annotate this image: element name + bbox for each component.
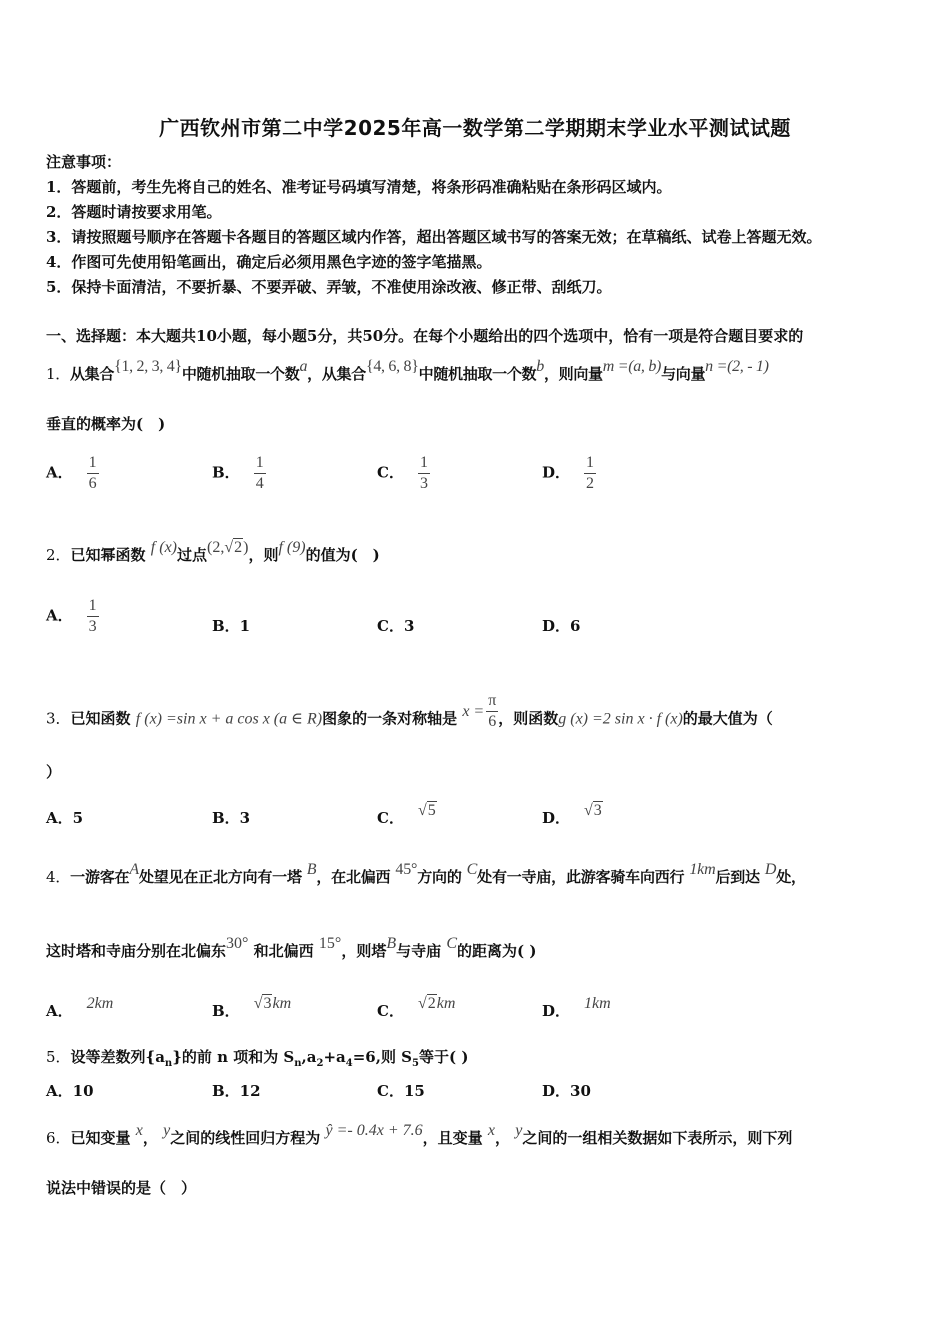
q2-option-a: A． $\frac{1}{3}$ <box>46 597 97 635</box>
page-title: 广西钦州市第二中学2025年高一数学第二学期期末学业水平测试试题 <box>159 116 791 140</box>
q5-option-a: A．10 <box>46 1082 94 1100</box>
q4-option-a: A． 2km <box>46 995 114 1020</box>
q2-option-c: C．3 <box>377 617 415 635</box>
q1-option-a: A． $\frac{1}{6}$ <box>46 454 97 492</box>
notice-item-4: 4．作图可先使用铅笔画出，确定后必须用黑色字迹的签字笔描黑。 <box>46 253 492 271</box>
q4-option-d: D． 1km <box>542 995 611 1020</box>
question-3-cont: ） <box>46 763 62 781</box>
question-1-cont: 垂直的概率为( ) <box>46 415 166 433</box>
notice-item-2: 2．答题时请按要求用笔。 <box>46 203 222 221</box>
question-6-cont: 说法中错误的是（ ） <box>46 1179 197 1197</box>
question-2: 2．已知幂函数 f (x)过点(2,√2)，则f (9)的值为( ) <box>46 539 380 564</box>
q1-option-d: D． $\frac{1}{2}$ <box>542 454 595 492</box>
question-4: 4．一游客在A处望见在正北方向有一塔 B，在北偏西 45°方向的 C处有一寺庙，此游客骑车向西行 1km后到达 D处， <box>46 861 806 886</box>
q1-option-b: B． $\frac{1}{4}$ <box>212 454 264 492</box>
question-3: 3．已知函数 f (x) =sin x + a cos x (a ∈ R)图象的一条对称轴是 x = $\frac{\pi}{6}$ ，则函数g (x) =2 sin x · f (x)的最大值为（ <box>46 692 773 730</box>
section-heading: 一、选择题：本大题共10小题，每小题5分，共50分。在每个小题给出的四个选项中，恰有一项是符合题目要求的 <box>46 327 804 345</box>
notice-item-1: 1．答题前，考生先将自己的姓名、准考证号码填写清楚，将条形码准确粘贴在条形码区域内。 <box>46 178 672 196</box>
notice-item-3: 3．请按照题号顺序在答题卡各题目的答题区域内作答，超出答题区域书写的答案无效；在草稿纸、试卷上答题无效。 <box>46 228 822 246</box>
question-1: 1．从集合{1, 2, 3, 4}中随机抽取一个数a，从集合{4, 6, 8}中随机抽取一个数b，则向量m =(a, b)与向量n =(2, - 1) <box>46 358 769 383</box>
q2-option-d: D．6 <box>542 617 581 635</box>
q3-option-d: D． √3 <box>542 802 602 827</box>
question-5: 5．设等差数列$\{a_n\}$的前 n 项和为 $S_n,a_2+a_4=6$,则 $S_5$等于( ) <box>46 1048 469 1069</box>
q1-option-c: C． $\frac{1}{3}$ <box>377 454 428 492</box>
notice-heading: 注意事项： <box>46 153 122 171</box>
q5-option-c: C．15 <box>377 1082 425 1100</box>
q2-option-b: B．1 <box>212 617 251 635</box>
q3-option-c: C． √5 <box>377 802 436 827</box>
q5-option-d: D．30 <box>542 1082 591 1100</box>
notice-item-5: 5．保持卡面清洁，不要折暴、不要弄破、弄皱，不准使用涂改液、修正带、刮纸刀。 <box>46 278 612 296</box>
question-number: 1． <box>46 365 70 383</box>
q4-option-c: C． √2km <box>377 995 456 1020</box>
q5-option-b: B．12 <box>212 1082 261 1100</box>
q4-option-b: B． √3km <box>212 995 292 1020</box>
question-6: 6．已知变量 x， y之间的线性回归方程为 ŷ =- 0.4x + 7.6，且变量 x， y之间的一组相关数据如下表所示，则下列 <box>46 1122 793 1147</box>
question-4-cont: 这时塔和寺庙分别在北偏东30° 和北偏西 15°，则塔B与寺庙 C的距离为( ) <box>46 935 537 960</box>
q3-option-b: B．3 <box>212 809 251 827</box>
q3-option-a: A．5 <box>46 809 84 827</box>
